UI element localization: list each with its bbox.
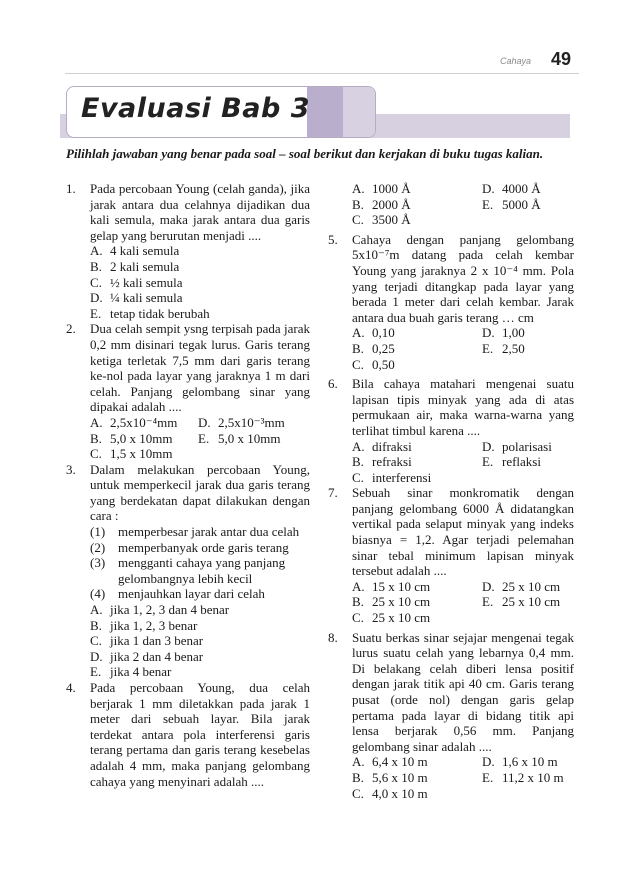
option: B. 2 kali semula bbox=[90, 258, 180, 274]
question-text: Cahaya dengan panjang gelombang 5x10⁻⁷m datang pada celah kembar Young yang jaraknya 2 x 10⁻⁴ mm. Pola yang terjadi ditangkap pada layar yang berada 1 meter dari celah kembar. Jarak antara dua buah garis terang … cm bbox=[352, 231, 574, 325]
option-c: 0,50 bbox=[372, 356, 395, 372]
option-row: C. 1,5 x 10mm bbox=[90, 446, 173, 462]
option: D. ¼ kali semula bbox=[90, 290, 183, 306]
question-7 bbox=[328, 485, 574, 579]
question-4 bbox=[66, 680, 310, 789]
running-header-chapter: Cahaya bbox=[500, 56, 532, 66]
question-text: Dalam melakukan percobaan Young, untuk memperkecil jarak dua garis terang yang berdekatan dapat dilakukan dengan cara : bbox=[90, 461, 310, 524]
option-row: B. 5,0 x 10mm E. 5,0 x 10mm bbox=[90, 430, 281, 446]
title-box-accent-light bbox=[343, 87, 376, 137]
question-text: Sebuah sinar monkromatik dengan panjang gelombang 6000 Å didatangkan vertikal pada selaput minyak yang indeks biasnya = 1,2. Agar terjadi pelemahan sinar tebal minimum lapisan minyak tersebut adalah .... bbox=[352, 485, 574, 579]
question-number: 4. bbox=[66, 680, 76, 695]
option-row: C. 0,50 bbox=[352, 356, 395, 372]
option-b: refraksi bbox=[372, 454, 412, 470]
statement: (2) memperbanyak orde garis terang bbox=[90, 539, 289, 555]
title-box-accent bbox=[307, 87, 343, 137]
instruction-text: Pilihlah jawaban yang benar pada soal – soal berikut dan kerjakan di buku tugas kalian. bbox=[66, 146, 544, 161]
question-2 bbox=[66, 321, 310, 415]
option: D. jika 2 dan 4 benar bbox=[90, 648, 204, 664]
question-number: 3. bbox=[66, 461, 76, 477]
option-e: 5000 Å bbox=[502, 196, 541, 212]
option-d: 1,00 bbox=[502, 325, 525, 341]
option-c: interferensi bbox=[372, 469, 432, 485]
statement: (4) menjauhkan layar dari celah bbox=[90, 586, 265, 602]
option: C. jika 1 dan 3 benar bbox=[90, 633, 204, 649]
option-c: 25 x 10 cm bbox=[372, 610, 431, 626]
option-b: 5,0 x 10mm bbox=[110, 430, 173, 446]
option-c: 4,0 x 10 m bbox=[372, 785, 428, 801]
question-8 bbox=[328, 630, 574, 755]
option-a: 1000 Å bbox=[372, 181, 411, 196]
option-b: 25 x 10 cm bbox=[372, 594, 431, 610]
chapter-evaluation-title: Evaluasi Bab 3 bbox=[81, 93, 310, 124]
option-a: difraksi bbox=[372, 438, 412, 454]
title-box bbox=[66, 86, 376, 138]
option-e: 5,0 x 10mm bbox=[218, 430, 281, 446]
option-a: 15 x 10 cm bbox=[372, 578, 431, 594]
option: E. jika 4 benar bbox=[90, 664, 172, 680]
option-row: B. 2000 Å E. 5000 Å bbox=[352, 196, 541, 212]
option-row: A. difraksi D. polarisasi bbox=[352, 438, 552, 454]
option: C. ½ kali semula bbox=[90, 274, 183, 290]
option-e: reflaksi bbox=[502, 454, 541, 470]
option-b: 0,25 bbox=[372, 340, 395, 356]
option-row: A. 6,4 x 10 m D. 1,6 x 10 m bbox=[352, 754, 558, 770]
option-row: A. 15 x 10 cm D. 25 x 10 cm bbox=[352, 578, 561, 594]
option-e: 11,2 x 10 m bbox=[502, 769, 564, 785]
option-row: A. 2,5x10⁻⁴mm D. 2,5x10⁻³mm bbox=[90, 414, 285, 430]
option-row: C. 3500 Å bbox=[352, 212, 411, 228]
question-number: 8. bbox=[328, 629, 338, 645]
option-row: C. interferensi bbox=[352, 469, 432, 485]
right-column bbox=[328, 181, 574, 801]
option-a: 2,5x10⁻⁴mm bbox=[110, 414, 178, 430]
question-text: Pada percobaan Young (celah ganda), jika jarak antara dua celahnya dijadikan dua kali semula, maka jarak antara dua garis gelap yang berurutan menjadi .... bbox=[90, 181, 310, 243]
option-d: 2,5x10⁻³mm bbox=[218, 414, 285, 430]
option-a: 6,4 x 10 m bbox=[372, 754, 428, 770]
question-number: 2. bbox=[66, 321, 76, 337]
option-row: B. 0,25 E. 2,50 bbox=[352, 340, 525, 356]
option-d: polarisasi bbox=[502, 438, 552, 454]
option-c: 3500 Å bbox=[372, 212, 411, 228]
question-5 bbox=[328, 232, 574, 326]
option-c: 1,5 x 10mm bbox=[110, 446, 173, 462]
option-row: B. 5,6 x 10 m E. 11,2 x 10 m bbox=[352, 769, 564, 785]
option-a: 0,10 bbox=[372, 325, 395, 341]
page-number: 49 bbox=[551, 49, 572, 69]
statement: (3) mengganti cahaya yang panjang gelombangnya lebih kecil bbox=[90, 555, 286, 586]
option-d: 25 x 10 cm bbox=[502, 578, 561, 594]
option-row: A. 0,10 D. 1,00 bbox=[352, 325, 525, 341]
option-b: 5,6 x 10 m bbox=[372, 769, 428, 785]
statement: (1) memperbesar jarak antar dua celah bbox=[90, 524, 300, 540]
question-text: Bila cahaya matahari mengenai suatu lapisan tipis minyak yang ada di atas permukaan air, maka warna-warna yang terlihat timbul karena .... bbox=[352, 376, 574, 438]
question-6 bbox=[328, 376, 574, 438]
question-1 bbox=[66, 181, 310, 243]
left-column bbox=[66, 181, 310, 789]
question-text: Pada percobaan Young, dua celah berjarak 1 mm diletakkan pada jarak 1 meter dari sebuah layar. Bila jarak terdekat antara pola interferensi garis terang pertama dan garis terang kesebelas adalah 4 mm, maka panjang gelombang cahaya yang menyinari adalah .... bbox=[90, 680, 310, 789]
option: A. 4 kali semula bbox=[90, 243, 180, 259]
option-row: C. 4,0 x 10 m bbox=[352, 785, 428, 801]
question-3 bbox=[66, 462, 310, 524]
option-row: A. 1000 Å D. 4000 Å bbox=[352, 181, 541, 196]
option-d: 1,6 x 10 m bbox=[502, 754, 558, 770]
option-e: 25 x 10 cm bbox=[502, 594, 561, 610]
option-row: C. 25 x 10 cm bbox=[352, 610, 431, 626]
option: E. tetap tidak berubah bbox=[90, 305, 210, 321]
question-number: 5. bbox=[328, 231, 338, 247]
option-d: 4000 Å bbox=[502, 181, 541, 196]
option-row: B. 25 x 10 cm E. 25 x 10 cm bbox=[352, 594, 561, 610]
question-text: Dua celah sempit ysng terpisah pada jarak 0,2 mm disinari tegak lurus. Garis terang ketiga terletak 7,5 mm dari garis terang ke-nol pada layar yang jaraknya 1 m dari celah. Panjang gelombang sinar yang dipakai adalah .... bbox=[90, 321, 310, 415]
header-rule bbox=[65, 73, 579, 74]
option: A. jika 1, 2, 3 dan 4 benar bbox=[90, 602, 230, 618]
option-row: B. refraksi E. reflaksi bbox=[352, 454, 541, 470]
question-number: 7. bbox=[328, 485, 338, 501]
option-e: 2,50 bbox=[502, 340, 525, 356]
question-number: 1. bbox=[66, 181, 76, 196]
option-b: 2000 Å bbox=[372, 196, 411, 212]
question-text: Suatu berkas sinar sejajar mengenai tegak lurus suatu celah yang lebarnya 0,4 mm. Di belakang celah diberi lensa positif dengan jarak titik api 40 cm. Garis terang pusat (orde nol) dengan garis gelap pertama pada layar di bidang titik api lensa berjarak 0,56 mm. Panjang gelombang sinar adalah .... bbox=[352, 629, 574, 754]
option: B. jika 1, 2, 3 benar bbox=[90, 617, 198, 633]
question-number: 6. bbox=[328, 376, 338, 392]
